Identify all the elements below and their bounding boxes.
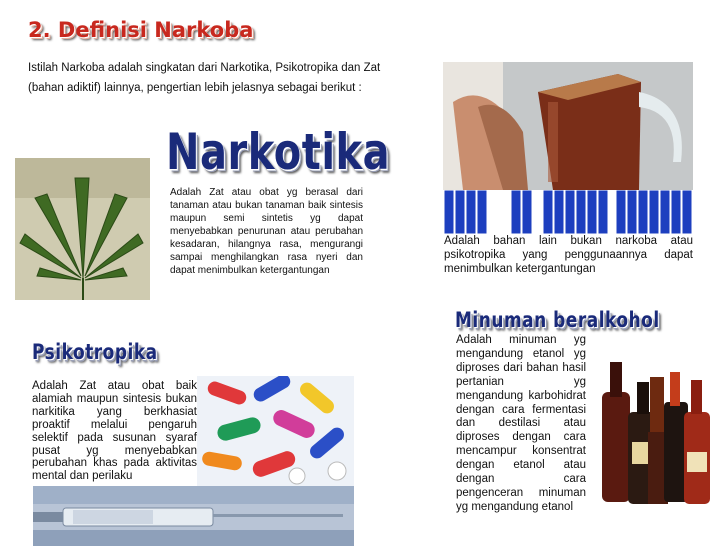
blue-bar bbox=[598, 190, 608, 234]
cannabis-leaf-icon bbox=[15, 158, 150, 300]
blue-bar bbox=[455, 190, 465, 234]
liquor-bottles-image bbox=[592, 352, 716, 510]
blue-bar bbox=[444, 190, 454, 234]
blue-bar bbox=[649, 190, 659, 234]
blue-bar bbox=[671, 190, 681, 234]
blue-bar bbox=[565, 190, 575, 234]
narkotika-title: Narkotika bbox=[166, 124, 391, 182]
minuman-beralkohol-text: Adalah minuman yg mengandung etanol yg diproses dari bahan hasil pertanian yg mengandung karbohidrat dengan cara fermentasi dan destilasi atau diproses dengan cara mencampur konsentrat dengan etanol atau dengan cara pengenceran minuman yg mengandung etanol bbox=[456, 334, 586, 513]
bottles-icon bbox=[592, 352, 716, 510]
pills-image bbox=[197, 376, 354, 486]
blue-bar bbox=[616, 190, 626, 234]
cannabis-leaf-image bbox=[15, 158, 150, 300]
blue-bar bbox=[576, 190, 586, 234]
narkotika-text: Adalah Zat atau obat yg berasal dari tanaman atau bukan tanaman baik sintesis maupun semi sintetis yg dapat menyebabkan penurunan atau perubahan kesadaran, hilangnya rasa, mengurangi sampai menghilangkan rasa nyeri dan dapat menimbulkan ketergantungan bbox=[170, 187, 363, 276]
tea-glass-icon bbox=[443, 62, 693, 190]
blue-bar bbox=[511, 190, 521, 234]
zat-adiktif-text: Adalah bahan lain bukan narkoba atau psikotropika yang penggunaannya dapat menimbulkan ketergantungan bbox=[444, 235, 693, 275]
blue-bar bbox=[660, 190, 670, 234]
syringe-icon bbox=[33, 486, 354, 546]
blue-bar bbox=[627, 190, 637, 234]
psikotropika-title: Psikotropika bbox=[32, 340, 158, 365]
psikotropika-text: Adalah Zat atau obat baik alamiah maupun sintesis bukan narkitika yang berkhasiat proaktif melalui pengaruh selektif pada susunan syaraf pusat yg menyebabkan perubahan khas pada aktivitas mental dan perilaku bbox=[32, 380, 197, 483]
blue-bar bbox=[682, 190, 692, 234]
intro-text: Istilah Narkoba adalah singkatan dari Narkotika, Psikotropika dan Zat (bahan adiktif) lainnya, pengertian lebih jelasnya sebagai berikut : bbox=[28, 62, 381, 94]
page-title: 2. Definisi Narkoba bbox=[28, 18, 254, 42]
blue-bar bbox=[477, 190, 487, 234]
minuman-beralkohol-title: Minuman beralkohol bbox=[455, 308, 660, 333]
blue-bar bbox=[587, 190, 597, 234]
blue-bar bbox=[522, 190, 532, 234]
blue-bar bbox=[638, 190, 648, 234]
beverage-glass-image bbox=[443, 62, 693, 190]
blue-bar bbox=[466, 190, 476, 234]
syringe-image bbox=[33, 486, 354, 546]
blue-bars-graphic bbox=[443, 190, 693, 234]
pills-icon bbox=[197, 376, 354, 486]
blue-bar bbox=[554, 190, 564, 234]
blue-bar bbox=[543, 190, 553, 234]
